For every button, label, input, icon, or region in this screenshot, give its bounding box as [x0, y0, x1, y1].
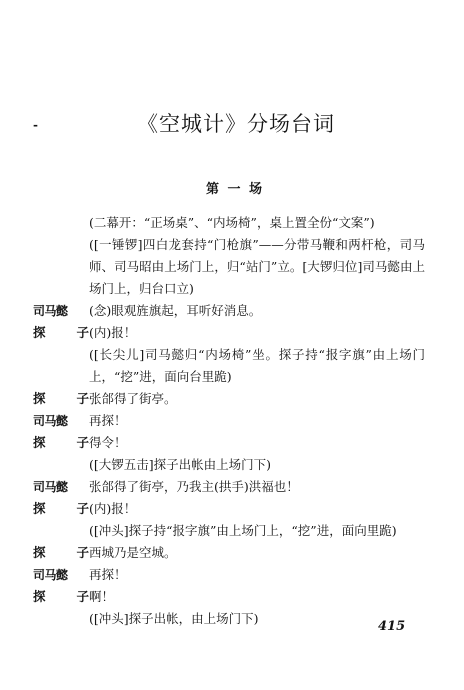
dialogue-line [33, 586, 425, 608]
speaker-label: 探 子 [33, 501, 89, 516]
stage-direction [33, 520, 425, 542]
speaker-label: 探 子 [33, 545, 89, 560]
page-title: 《空城计》分场台词 [137, 112, 335, 136]
speaker-label: 司马懿 [33, 304, 68, 318]
speaker-label: 司马懿 [33, 568, 68, 582]
stage-direction-text: (二幕开：“正场桌”、“内场椅”，桌上置全份“文案”) [89, 215, 375, 230]
dialogue-line [33, 432, 425, 454]
speaker-label: 司马懿 [33, 480, 68, 494]
dialogue-text: 再探！ [89, 413, 127, 428]
margin-mark: - [33, 118, 38, 132]
dialogue-text: (内)报！ [89, 501, 137, 516]
stage-direction [33, 234, 425, 300]
dialogue-text: 啊！ [89, 589, 115, 604]
speaker-label [33, 344, 89, 388]
page-number: 415 [378, 619, 406, 634]
stage-direction-text: ([长尖儿]司马懿归“内场椅”坐。探子持“报字旗”由上场门上，“挖”进，面向台里跪) [89, 347, 425, 384]
speaker-label [33, 608, 89, 630]
speaker-label [33, 454, 89, 476]
speaker-label: 司马懿 [33, 414, 68, 428]
dialogue-text: 西城乃是空城。 [89, 545, 177, 560]
dialogue-line [33, 300, 425, 322]
dialogue-line [33, 388, 425, 410]
stage-direction-text: ([一锤锣]四白龙套持“门枪旗”——分带马鞭和两杆枪，司马师、司马昭由上场门上，归“站门”立。[大锣归位]司马懿由上场门上，归台口立) [89, 237, 425, 296]
stage-direction [33, 344, 425, 388]
stage-direction-text: ([大锣五击]探子出帐由上场门下) [89, 457, 272, 472]
speaker-label [33, 234, 89, 300]
dialogue-text: 张郃得了街亭，乃我主(拱手)洪福也！ [89, 479, 299, 494]
dialogue-line [33, 542, 425, 564]
stage-direction [33, 608, 425, 630]
dialogue-text: (念)眼观旌旗起，耳听好消息。 [89, 303, 262, 318]
speaker-label [33, 520, 89, 542]
dialogue-line [33, 498, 425, 520]
speaker-label: 探 子 [33, 325, 89, 340]
dialogue-text: 再探！ [89, 567, 127, 582]
dialogue-line [33, 410, 425, 432]
dialogue-text: (内)报！ [89, 325, 137, 340]
dialogue-line [33, 476, 425, 498]
speaker-label [33, 212, 89, 234]
stage-direction [33, 454, 425, 476]
speaker-label: 探 子 [33, 589, 89, 604]
script-lines [33, 212, 425, 630]
stage-direction [33, 212, 425, 234]
dialogue-line [33, 564, 425, 586]
scene-heading: 第 一 场 [205, 182, 265, 197]
stage-direction-text: ([冲头]探子出帐，由上场门下) [89, 611, 259, 626]
dialogue-text: 张郃得了街亭。 [89, 391, 177, 406]
dialogue-text: 得令！ [89, 435, 127, 450]
stage-direction-text: ([冲头]探子持“报字旗”由上场门上，“挖”进，面向里跪) [89, 523, 397, 538]
speaker-label: 探 子 [33, 435, 89, 450]
dialogue-line [33, 322, 425, 344]
speaker-label: 探 子 [33, 391, 89, 406]
